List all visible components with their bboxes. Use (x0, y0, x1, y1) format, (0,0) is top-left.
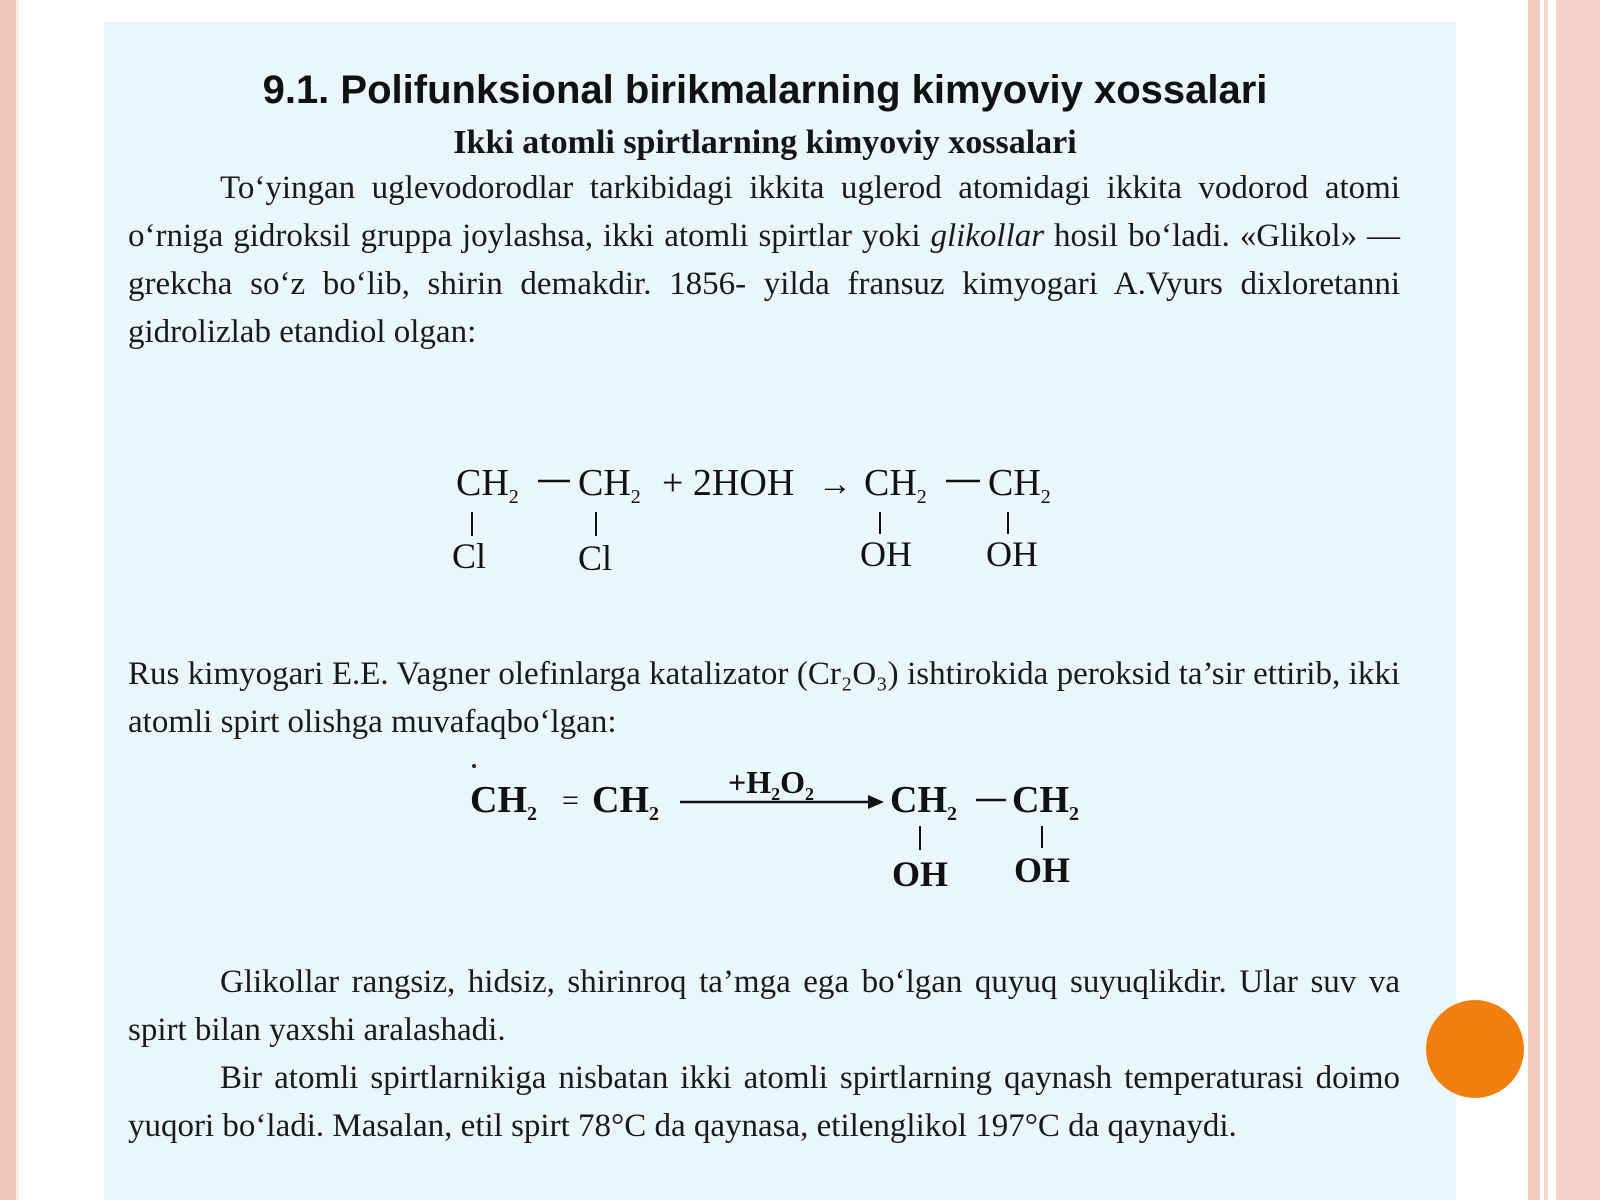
reaction2-right-ch2-b: $CH_2$ (1012, 779, 1079, 825)
section-subtitle: Ikki atomli spirtlarning kimyoviy xossalari (453, 124, 1077, 161)
left-border-highlight (16, 0, 19, 1200)
right-border-band (1556, 0, 1600, 1200)
left-border-stripe (0, 0, 16, 1200)
reaction2-arrow-head (868, 795, 884, 809)
reaction-dichloroethane-hydrolysis (440, 450, 1100, 590)
reaction1-left-ch2-a: $CH_2$ (456, 462, 519, 508)
glikollar-term: glikollar (930, 218, 1045, 254)
reaction2-double-bond: = (562, 784, 579, 817)
reaction1-arrow: → (818, 466, 852, 503)
intro-text-start: To‘yingan uglevodorodlar tarkibidagi ikkita uglerod atomidagi ikkita vodorod atomi o‘rniga gidroksil gruppa joylashsa, ikki atomli spirtlar yoki (128, 170, 1400, 254)
reaction1-right-ch2-b: $CH_2$ (988, 462, 1051, 508)
reaction2-left-ch2-a: $CH_2$ (470, 779, 537, 825)
reaction2-reagent-above-arrow: $+H_2O_2$ (728, 764, 815, 804)
reaction1-reagent: + 2HOH (662, 462, 795, 504)
reaction2-left-ch2-b: $CH_2$ (592, 779, 659, 825)
intro-text-end: hosil bo‘ladi. «Glikol» — grekcha so‘z bo‘lib, shirin demakdir. 1856- yilda fransuz kimyogari A.Vyurs dixloretanni gidrolizlab etandiol olgan: (128, 218, 1400, 350)
reaction1-oh-1: OH (860, 534, 912, 574)
properties-paragraph: Glikollar rangsiz, hidsiz, shirinroq ta’mga ega bo‘lgan quyuq suyuqlikdir. Ular suv va spirt bilan yaxshi aralashadi. (128, 964, 1400, 1048)
right-border-stripe-thin (1544, 0, 1548, 1200)
reaction1-oh-2: OH (986, 534, 1038, 574)
orange-circle-decoration (1426, 1000, 1524, 1098)
reaction2-oh-2: OH (1014, 850, 1071, 890)
right-border-stripe (1528, 0, 1540, 1200)
stray-dot (472, 764, 476, 768)
reaction2-right-ch2-a: $CH_2$ (890, 779, 957, 825)
reaction-ethylene-oxidation (470, 764, 1130, 912)
vagner-paragraph: Rus kimyogari E.E. Vagner olefinlarga katalizator (Cr₂O₃) ishtirokida peroksid ta’sir ettirib, ikki atomli spirt olishga muvafaqbo‘lgan: (128, 656, 1400, 740)
reaction1-right-ch2-a: $CH_2$ (864, 462, 927, 508)
reaction1-cl-2: Cl (578, 538, 613, 578)
reaction1-cl-1: Cl (452, 536, 487, 576)
page-title: 9.1. Polifunksional birikmalarning kimyoviy xossalari (262, 68, 1268, 112)
boiling-point-paragraph: Bir atomli spirtlarnikiga nisbatan ikki atomli spirtlarning qaynash temperaturasi doimo yuqori bo‘ladi. Masalan, etil spirt 78°C da qaynasa, etilenglikol 197°C da qaynaydi. (128, 1060, 1400, 1144)
reaction1-left-ch2-b: $CH_2$ (578, 462, 641, 508)
intro-paragraph (128, 164, 1400, 356)
reaction2-oh-1: OH (892, 854, 949, 894)
